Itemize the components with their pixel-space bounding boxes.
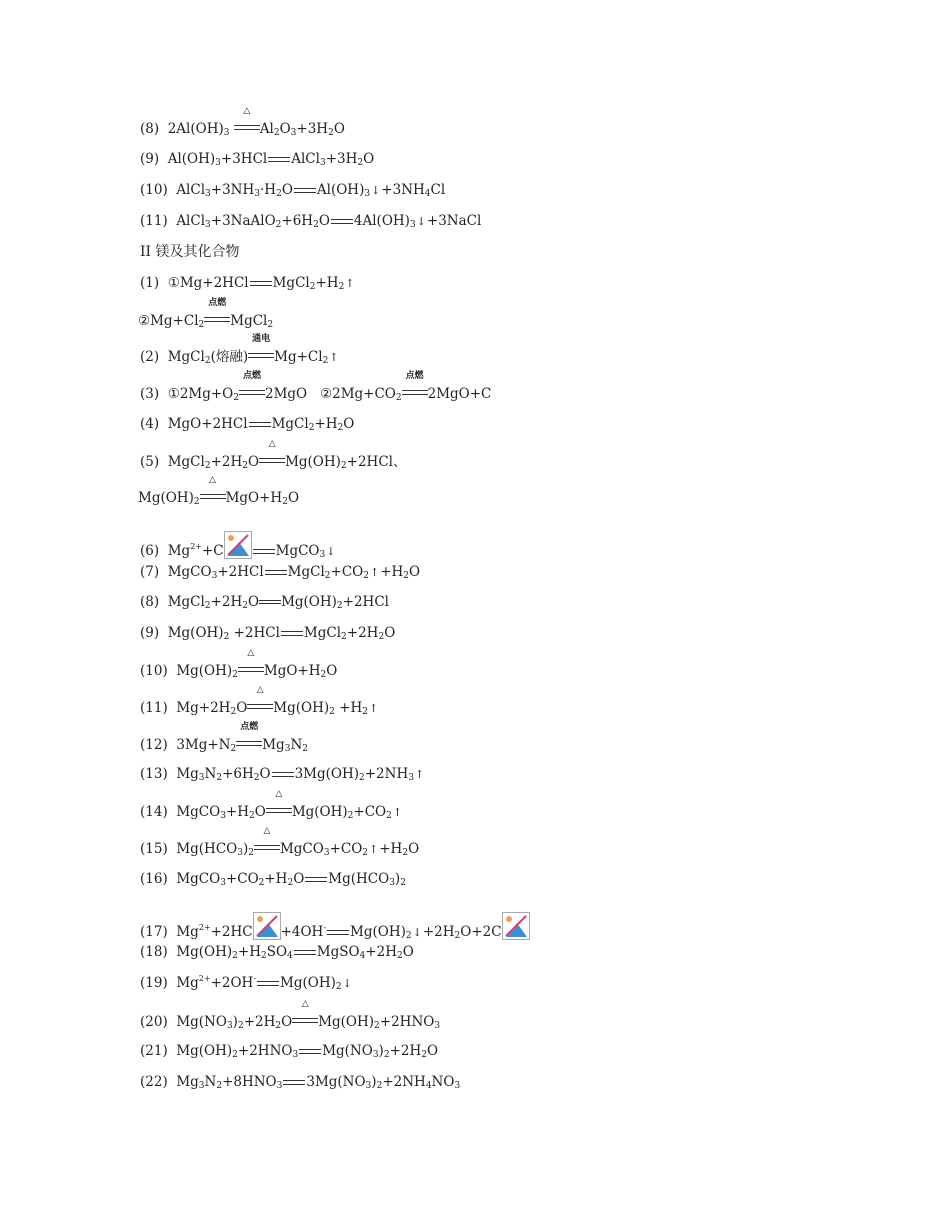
equals-sign <box>299 1049 321 1054</box>
eq-number: (17) <box>140 924 168 940</box>
equation-mg-17: (17) $Mg^{2+}+2HC$ +4OH- $Mg(OH)_2↓+2H_2O+2C$ <box>140 912 530 942</box>
eq-number: (7) <box>140 564 160 580</box>
equation-mg-5b: $Mg(OH)_2$ △ $MgO+H_2O$ <box>138 475 300 507</box>
heat-condition: △ <box>266 802 292 816</box>
heat-condition: △ <box>254 839 280 853</box>
eq-number: (15) <box>140 841 168 857</box>
eq-number: (16) <box>140 871 168 887</box>
equation-mg-6: (6) $Mg^{2+}+C$ MgCO$_3$↓ <box>140 531 336 561</box>
eq-number: (13) <box>140 766 168 782</box>
up-arrow-icon: ↑ <box>392 806 403 819</box>
heat-condition: △ <box>234 119 260 133</box>
equals-sign <box>294 188 316 193</box>
broken-image-icon <box>253 912 281 940</box>
eq-number: (20) <box>140 1014 168 1030</box>
heat-condition: △ <box>259 452 285 466</box>
equals-sign <box>283 1080 305 1085</box>
down-arrow-icon: ↓ <box>412 926 422 939</box>
section-heading-mg: II 镁及其化合物 <box>140 244 240 260</box>
equals-sign <box>257 981 279 986</box>
down-arrow-icon: ↓ <box>342 977 352 990</box>
equation-mg-8: (8) $MgCl_2+2H_2O$ $Mg(OH)_2+2HCl$ <box>140 594 389 611</box>
eq-number: (2) <box>140 349 160 365</box>
eq-number: (14) <box>140 804 168 820</box>
equation-mg-3: (3) $①2Mg+O_2$ 点燃 2MgO $②2Mg+CO_2$ 点燃 2MgO+C <box>140 371 492 403</box>
ignite-condition: 点燃 <box>239 384 265 398</box>
up-arrow-icon: ↑ <box>369 566 380 579</box>
down-arrow-icon: ↓ <box>371 184 381 197</box>
equals-sign <box>265 570 287 575</box>
heat-condition: △ <box>200 488 226 502</box>
eq-number: (6) <box>140 543 160 559</box>
equation-mg-4: (4) MgO+2HCl $MgCl_2+H_2O$ <box>140 416 355 433</box>
eq-number: (10) <box>140 182 168 198</box>
reversible-sign <box>259 599 281 606</box>
equals-sign <box>272 772 294 777</box>
equation-mg-9: (9) $Mg(OH)_2 +2HCl$ $MgCl_2+2H_2O$ <box>140 625 396 642</box>
equation-mg-2: (2) MgCl$_2$(熔融) 通电 $Mg+Cl_2↑$ <box>140 334 339 366</box>
equation-mg-14: (14) $MgCO_3+H_2O$ △ $Mg(OH)_2+CO_2↑$ <box>140 789 403 821</box>
equals-sign <box>250 281 272 286</box>
heat-condition: △ <box>292 1012 318 1026</box>
eq-number: (12) <box>140 737 168 753</box>
equals-sign <box>268 157 290 162</box>
equation-mg-20: (20) $Mg(NO_3)_2+2H_2O$ △ $Mg(OH)_2+2HNO_3$ <box>140 999 441 1031</box>
equation-mg-21: (21) $Mg(OH)_2+2HNO_3$ $Mg(NO_3)_2+2H_2O$ <box>140 1043 439 1060</box>
eq-number: (1) <box>140 275 160 291</box>
equation-mg-15: (15) $Mg(HCO_3)_2$ △ $MgCO_3+CO_2↑+H_2O$ <box>140 826 420 858</box>
eq-number: (8) <box>140 121 160 137</box>
heat-condition: △ <box>238 661 264 675</box>
eq-number: (18) <box>140 944 168 960</box>
equation-al-10: (10) $AlCl_3+3NH_3\cdot H_2O$ $Al(OH)_3↓+3NH_4Cl$ <box>140 182 446 199</box>
up-arrow-icon: ↑ <box>414 768 425 781</box>
ignite-condition: 点燃 <box>402 384 428 398</box>
equation-mg-1: (1) ①Mg+2HCl $MgCl_2+H_2↑$ <box>140 275 355 292</box>
equation-al-11: (11) $AlCl_3+3NaAlO_2+6H_2O$ $4Al(OH)_3↓+3NaCl$ <box>140 213 482 230</box>
equation-mg-11: (11) $Mg+2H_2O$ △ $Mg(OH)_2$ $+H_2↑$ <box>140 685 379 717</box>
down-arrow-icon: ↓ <box>416 215 426 228</box>
electrolysis-condition: 通电 <box>248 347 274 361</box>
eq-number: (3) <box>140 386 160 402</box>
eq-number: (11) <box>140 700 168 716</box>
equation-mg-7: (7) MgCO$_3$+2HCl $MgCl_2+CO_2↑+H_2O$ <box>140 564 421 581</box>
eq-number: (10) <box>140 663 168 679</box>
down-arrow-icon: ↓ <box>326 545 336 558</box>
equals-sign <box>253 549 275 554</box>
equation-mg-19: (19) $Mg^{2+}+2OH^-$ $Mg(OH)_2↓$ <box>140 974 352 992</box>
equation-mg-16: (16) $MgCO_3+CO_2+H_2O$ $Mg(HCO_3)_2$ <box>140 871 406 888</box>
eq-number: (5) <box>140 454 160 470</box>
equals-sign <box>249 422 271 427</box>
equation-mg-13: (13) $Mg_3N_2+6H_2O$ $3Mg(OH)_2+2NH_3↑$ <box>140 766 425 783</box>
equation-mg-22: (22) $Mg_3N_2+8HNO_3$ $3Mg(NO_3)_2+2NH_4NO_3$ <box>140 1074 461 1091</box>
equation-al-9: (9) $Al(OH)_3+3HCl$ $AlCl_3+3H_2O$ <box>140 151 375 168</box>
eq-number: (9) <box>140 625 160 641</box>
eq-number: (11) <box>140 213 168 229</box>
broken-image-icon <box>224 531 252 559</box>
up-arrow-icon: ↑ <box>368 702 379 715</box>
equation-mg-1b: $②Mg+Cl_2$ 点燃 MgCl$_2$ <box>138 298 274 330</box>
equation-mg-10: (10) $Mg(OH)_2$ △ $MgO+H_2O$ <box>140 648 338 680</box>
equation-al-8: (8) $2Al(OH)_3$ △ $Al_2O_3+3H_2O$ <box>140 106 345 138</box>
eq-number: (9) <box>140 151 160 167</box>
heat-condition: △ <box>247 698 273 712</box>
equals-sign <box>281 631 303 636</box>
equals-sign <box>305 877 327 882</box>
equation-mg-18: (18) $Mg(OH)_2+H_2SO_4$ $MgSO_4+2H_2O$ <box>140 944 414 961</box>
equals-sign <box>294 950 316 955</box>
equation-mg-5: (5) $MgCl_2+2H_2O$ △ $Mg(OH)_2+2HCl$、 <box>140 439 407 471</box>
equals-sign <box>327 930 349 935</box>
equation-mg-12: (12) $3Mg+N_2$ 点燃 $Mg_3N_2$ <box>140 722 308 754</box>
eq-number: (21) <box>140 1043 168 1059</box>
up-arrow-icon: ↑ <box>329 351 339 364</box>
eq-number: (19) <box>140 975 168 991</box>
ignite-condition: 点燃 <box>204 311 230 325</box>
equals-sign <box>331 219 353 224</box>
eq-number: (22) <box>140 1074 168 1090</box>
ignite-condition: 点燃 <box>236 735 262 749</box>
up-arrow-icon: ↑ <box>345 277 355 290</box>
up-arrow-icon: ↑ <box>369 843 379 856</box>
eq-number: (4) <box>140 416 160 432</box>
eq-number: (8) <box>140 594 160 610</box>
broken-image-icon <box>502 912 530 940</box>
